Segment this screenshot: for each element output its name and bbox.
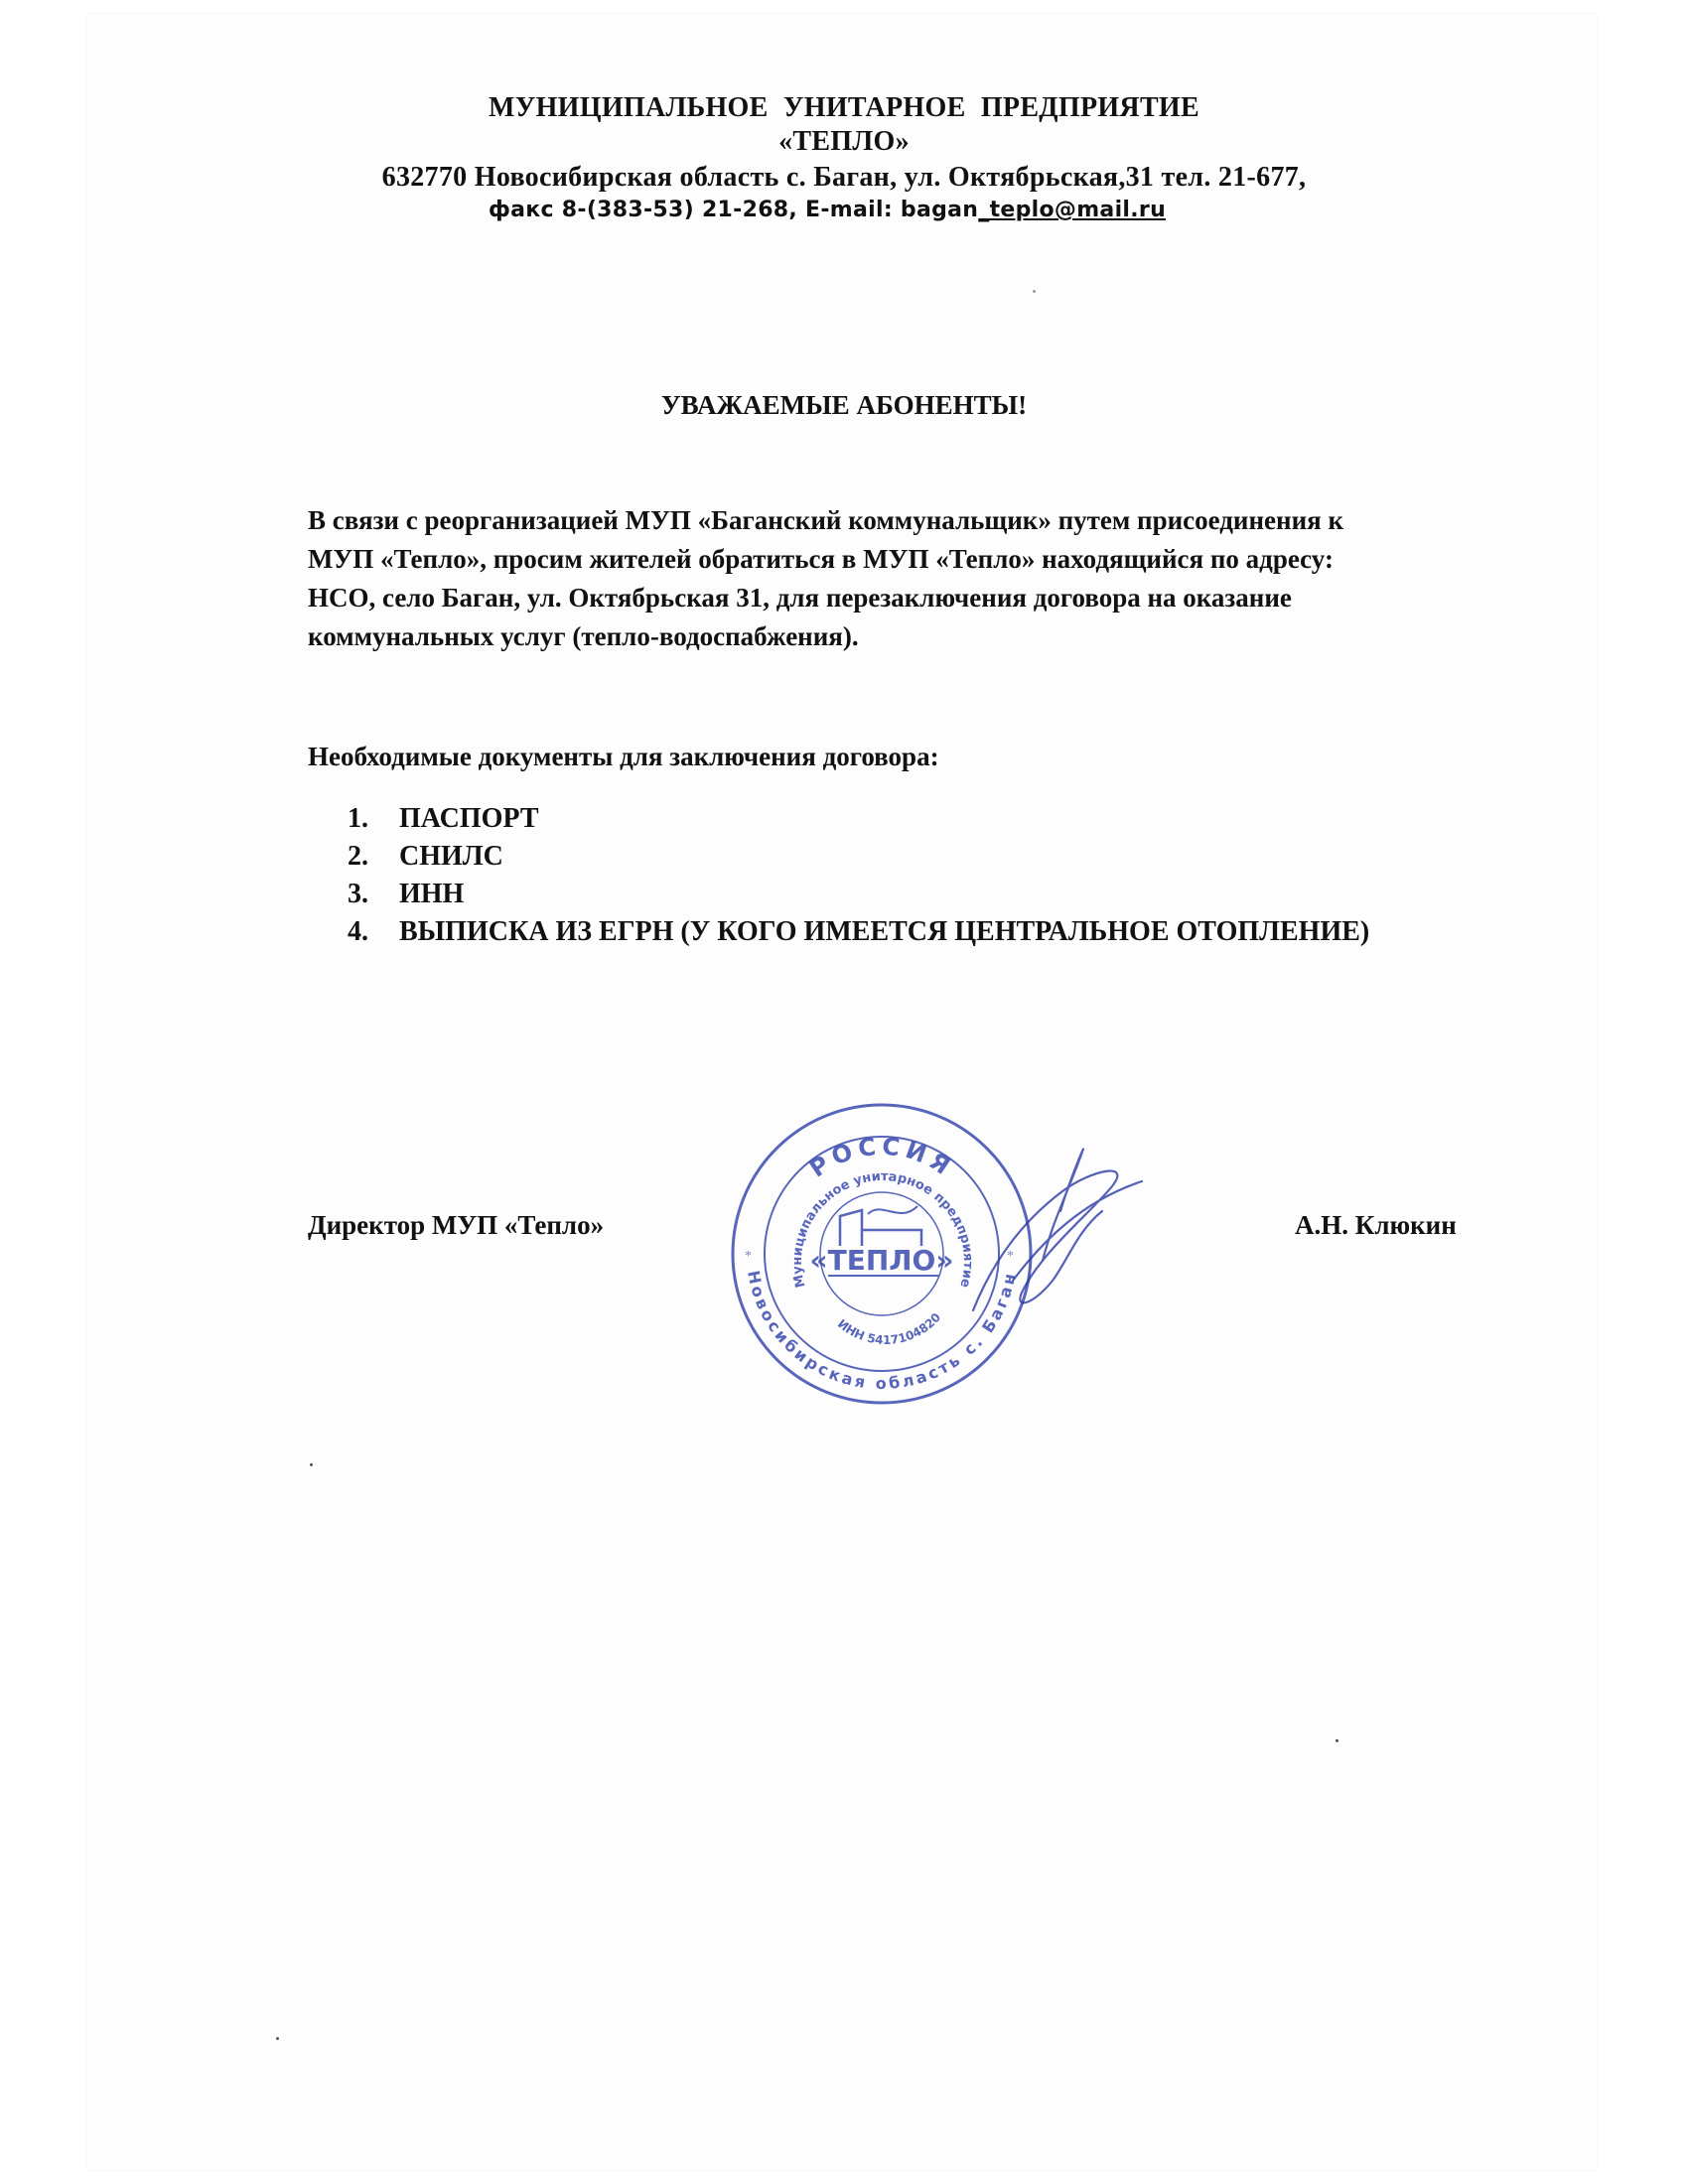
greeting-heading: УВАЖАЕМЫЕ АБОНЕНТЫ! xyxy=(660,390,1028,420)
documents-list xyxy=(348,800,1369,951)
list-item xyxy=(348,800,1369,838)
document-page xyxy=(87,14,1597,2170)
org-address: 632770 Новосибирская область с. Баган, ул. Октябрьская,31 тел. 21-677, xyxy=(381,162,1307,193)
list-item-text: ВЫПИСКА ИЗ ЕГРН (У КОГО ИМЕЕТСЯ ЦЕНТРАЛЬНОЕ ОТОПЛЕНИЕ) xyxy=(399,916,1370,947)
stamp-top-text: РОССИЯ xyxy=(804,1132,959,1183)
list-item-number: 3. xyxy=(348,879,368,909)
org-contacts xyxy=(0,195,1688,226)
fax-line: факс 8-(383-53) 21-268, E-mail: bagan xyxy=(488,198,979,222)
svg-text:*: * xyxy=(745,1249,752,1264)
notice-line: НСО, село Баган, ул. Октябрьская 31, для перезаключения договора на оказание xyxy=(308,583,1292,613)
list-item-number: 2. xyxy=(348,841,368,872)
list-item-text: ИНН xyxy=(399,879,465,909)
scan-speck xyxy=(276,2037,279,2040)
notice-line: МУП «Тепло», просим жителей обратиться в МУП «Тепло» находящийся по адресу: xyxy=(308,544,1334,574)
signature-scribble xyxy=(953,1142,1152,1330)
director-title: Директор МУП «Тепло» xyxy=(308,1210,605,1240)
stamp-center-text: «ТЕПЛО» xyxy=(809,1244,954,1277)
scan-speck xyxy=(1033,290,1036,293)
notice-line: В связи с реорганизацией МУП «Баганский коммунальщик» путем присоединения к xyxy=(308,505,1344,535)
stamp-inner-ring: Муниципальное унитарное предприятие xyxy=(789,1168,976,1290)
documents-title: Необходимые документы для заключения договора: xyxy=(308,742,939,771)
list-item xyxy=(348,913,1369,951)
list-item-text: СНИЛС xyxy=(399,841,503,872)
notice-line: коммунальных услуг (тепло-водоспабжения). xyxy=(308,621,859,651)
notice-paragraph xyxy=(308,501,1519,656)
scan-speck xyxy=(1336,1739,1338,1742)
scan-speck xyxy=(310,1463,313,1466)
stamp-outer-ring: Новосибирская область с. Баган xyxy=(744,1269,1020,1393)
director-name: А.Н. Клюкин xyxy=(1295,1210,1457,1240)
org-name: МУНИЦИПАЛЬНОЕ УНИТАРНОЕ ПРЕДПРИЯТИЕ xyxy=(489,92,1199,123)
list-item-number: 1. xyxy=(348,803,368,834)
email-link[interactable]: _teplo@mail.ru xyxy=(978,198,1167,222)
stamp-inn: ИНН 5417104820 xyxy=(834,1309,944,1348)
list-item xyxy=(348,838,1369,876)
list-item-number: 4. xyxy=(348,916,368,947)
list-item xyxy=(348,876,1369,913)
list-item-text: ПАСПОРТ xyxy=(399,803,539,834)
svg-text:*: * xyxy=(1007,1249,1014,1264)
org-short-name: «ТЕПЛО» xyxy=(778,126,910,157)
letterhead xyxy=(0,91,1688,226)
